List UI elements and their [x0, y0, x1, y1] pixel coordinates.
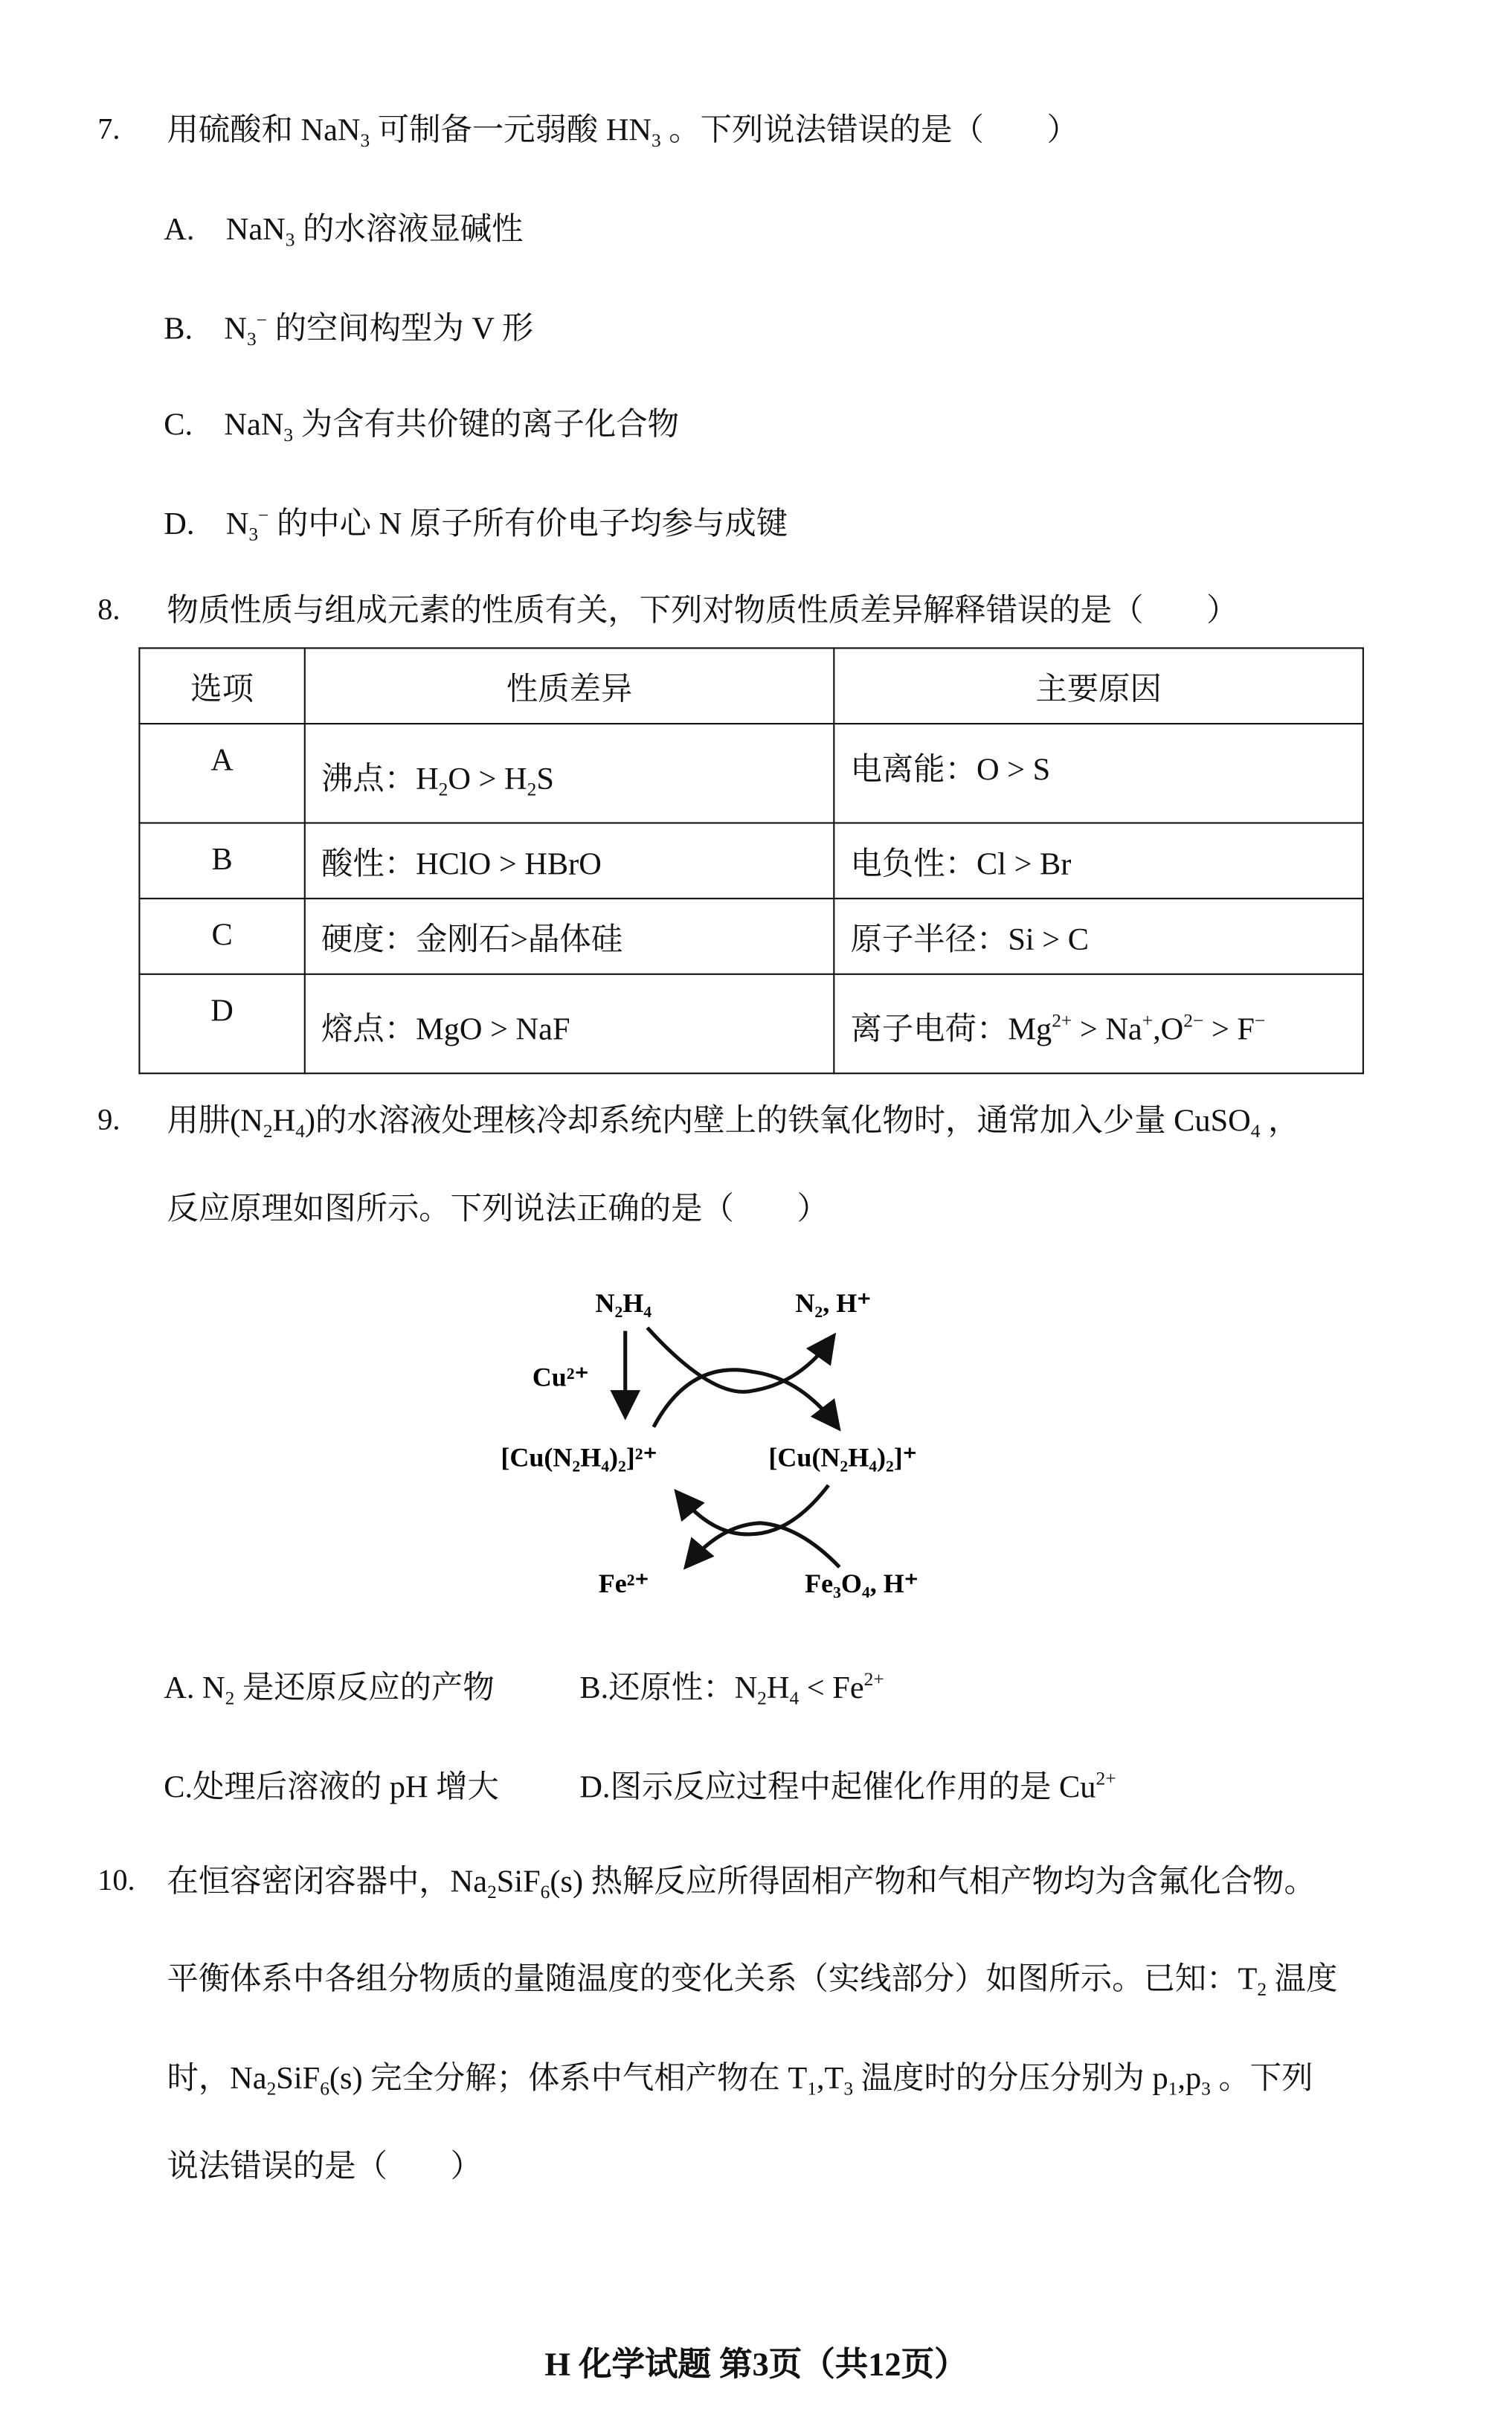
text-run: ，	[1260, 1104, 1300, 1139]
text-run: 电负性：Cl > Br	[850, 847, 1072, 882]
subscript: 2	[266, 2077, 277, 2100]
label-fe3o4-h: Fe₃O₄, H⁺	[805, 1568, 919, 1598]
table-row	[139, 823, 1363, 898]
text-run: C.处理后溶液的 pH 增大	[164, 1770, 499, 1805]
text-run: 用肼(N	[167, 1104, 263, 1139]
arrow-to-n2	[647, 1328, 831, 1392]
superscript: −	[1254, 1009, 1266, 1032]
subscript: 4	[789, 1687, 800, 1709]
text-run: 可制备一元弱酸 HN	[370, 113, 652, 149]
text-run: H	[272, 1104, 296, 1139]
label-cu2: Cu²⁺	[532, 1362, 589, 1392]
table-header-row	[139, 648, 1363, 724]
question-7-option-c	[164, 406, 679, 444]
question-7-option-a	[164, 211, 523, 249]
question-8-table	[138, 647, 1364, 1074]
text-run: 酸性：HClO > HBrO	[321, 847, 602, 882]
text-run: 物质性质与组成元素的性质有关，下列对物质性质差异解释错误的是（ ）	[167, 594, 1238, 628]
row-option: B	[139, 823, 304, 898]
row-option: D	[139, 974, 304, 1073]
row-property	[305, 724, 834, 823]
subscript: 1	[807, 2077, 817, 2100]
subscript: 2	[757, 1687, 767, 1709]
label-n2h4: N₂H₄	[595, 1288, 652, 1319]
subscript: 2	[527, 778, 537, 800]
subscript: 2	[438, 778, 448, 800]
text-run: 熔点：MgO > NaF	[321, 1012, 570, 1048]
subscript: 4	[1250, 1119, 1261, 1142]
table-row	[139, 898, 1363, 974]
label-n2-h: N₂, H⁺	[795, 1288, 872, 1319]
text-run: 电离能：O > S	[850, 753, 1051, 788]
question-8-stem	[167, 592, 1238, 630]
subscript: 3	[248, 523, 259, 545]
header-property: 性质差异	[305, 648, 834, 724]
text-run: 的空间构型为 V 形	[267, 312, 534, 347]
question-7-number: 7.	[97, 113, 120, 147]
superscript: 2+	[863, 1667, 884, 1691]
question-7-option-d	[164, 506, 788, 544]
text-run: O > H	[448, 762, 527, 797]
subscript: 3	[1201, 2077, 1211, 2100]
text-run: )的水溶液处理核冷却系统内壁上的铁氧化物时，通常加入少量 CuSO	[304, 1104, 1251, 1139]
subscript: 1	[1168, 2077, 1178, 2100]
text-run: 用硫酸和 NaN	[167, 113, 361, 149]
superscript: −	[258, 504, 269, 527]
row-reason	[834, 823, 1363, 898]
text-run: 原子半径：Si > C	[850, 922, 1089, 958]
question-10-line-2	[167, 1961, 1337, 1999]
header-option: 选项	[139, 648, 304, 724]
header-reason: 主要原因	[834, 648, 1363, 724]
text-run: H	[766, 1670, 790, 1706]
label-fe2: Fe²⁺	[598, 1568, 649, 1598]
row-reason	[834, 898, 1363, 974]
question-10-line-4	[167, 2149, 482, 2187]
text-run: (s) 热解反应所得固相产物和气相产物均为含氟化合物。	[550, 1865, 1316, 1900]
text-run: 沸点：H	[321, 762, 439, 797]
superscript: −	[256, 309, 268, 331]
text-run: ,p	[1177, 2062, 1202, 2097]
row-reason	[834, 974, 1363, 1073]
row-option: C	[139, 898, 304, 974]
text-run: D. N	[164, 506, 249, 542]
text-run: S	[536, 762, 554, 797]
question-9-option-d	[579, 1769, 1116, 1807]
label-complex-1plus: [Cu(N₂H₄)₂]⁺	[768, 1442, 917, 1473]
text-run: > F	[1203, 1012, 1255, 1048]
subscript: 3	[285, 228, 295, 251]
table-row	[139, 724, 1363, 823]
text-run: SiF	[276, 2062, 321, 2097]
text-run: B. N	[164, 312, 248, 347]
question-7-option-b	[164, 310, 533, 348]
subscript: 3	[843, 2077, 854, 2100]
row-property	[305, 823, 834, 898]
arrow-to-complex-2plus	[679, 1485, 829, 1534]
text-run: 硬度：金刚石>晶体硅	[321, 922, 623, 958]
text-run: 的中心 N 原子所有价电子均参与成键	[268, 506, 788, 542]
question-9-number: 9.	[97, 1104, 120, 1137]
superscript: 2−	[1183, 1009, 1204, 1032]
arrow-to-fe2	[688, 1523, 839, 1567]
subscript: 2	[263, 1119, 273, 1142]
text-run: 平衡体系中各组分物质的量随温度的变化关系（实线部分）如图所示。已知：T	[167, 1962, 1258, 1998]
row-property	[305, 974, 834, 1073]
subscript: 3	[247, 327, 257, 350]
row-property	[305, 898, 834, 974]
text-run: 温度	[1267, 1962, 1338, 1998]
text-run: > Na	[1072, 1012, 1142, 1048]
arrow-to-complex-1plus	[654, 1370, 837, 1427]
text-run: A. NaN	[164, 212, 286, 248]
page-footer: H 化学试题 第3页（共12页）	[544, 2345, 968, 2384]
question-9-option-b	[579, 1667, 884, 1709]
text-run: B.还原性：N	[579, 1670, 758, 1706]
superscript: 2+	[1052, 1009, 1072, 1032]
text-run: 反应原理如图所示。下列说法正确的是（ ）	[167, 1192, 829, 1227]
text-run: ,T	[816, 2062, 844, 2097]
question-9-option-a	[164, 1670, 494, 1708]
reaction-mechanism-diagram	[445, 1249, 1044, 1621]
text-run: 。下列说法错误的是（ ）	[660, 113, 1078, 149]
text-run: ,O	[1153, 1012, 1184, 1048]
subscript: 2	[1257, 1978, 1267, 2001]
subscript: 3	[651, 129, 661, 152]
row-reason	[834, 724, 1363, 823]
text-run: 在恒容密闭容器中，Na	[167, 1865, 488, 1900]
text-run: 时，Na	[167, 2062, 267, 2097]
row-option: A	[139, 724, 304, 823]
superscript: 2+	[1096, 1767, 1116, 1789]
text-run: 是还原反应的产物	[234, 1670, 495, 1706]
question-9-stem-line-2	[167, 1191, 828, 1229]
text-run: 的水溶液显碱性	[295, 212, 524, 248]
question-7-stem	[167, 112, 1078, 152]
text-run: 。下列	[1210, 2062, 1313, 2097]
question-10-line-3	[167, 2060, 1313, 2098]
text-run: < Fe	[799, 1670, 864, 1706]
text-run: D.图示反应过程中起催化作用的是 Cu	[579, 1770, 1096, 1805]
text-run: C. NaN	[164, 408, 284, 443]
question-8-number: 8.	[97, 594, 120, 627]
subscript: 2	[225, 1687, 235, 1709]
subscript: 3	[360, 129, 370, 152]
subscript: 3	[283, 423, 294, 446]
text-run: SiF	[496, 1865, 541, 1900]
text-run: 温度时的分压分别为 p	[853, 2062, 1168, 2097]
text-run: 离子电荷：Mg	[850, 1012, 1052, 1048]
question-10-number: 10.	[97, 1865, 135, 1898]
text-run: A. N	[164, 1670, 225, 1706]
subscript: 4	[295, 1119, 305, 1142]
superscript: +	[1142, 1009, 1154, 1032]
subscript: 6	[540, 1880, 550, 1903]
label-complex-2plus: [Cu(N₂H₄)₂]²⁺	[501, 1442, 657, 1473]
text-run: 说法错误的是（ ）	[167, 2149, 483, 2185]
subscript: 6	[320, 2077, 329, 2100]
subscript: 2	[487, 1880, 497, 1903]
question-9-option-c	[164, 1769, 499, 1807]
question-10-line-1	[167, 1863, 1315, 1901]
text-run: (s) 完全分解；体系中气相产物在 T	[329, 2062, 808, 2097]
text-run: 为含有共价键的离子化合物	[293, 408, 679, 443]
question-9-stem-line-1	[167, 1102, 1299, 1140]
table-row	[139, 974, 1363, 1073]
